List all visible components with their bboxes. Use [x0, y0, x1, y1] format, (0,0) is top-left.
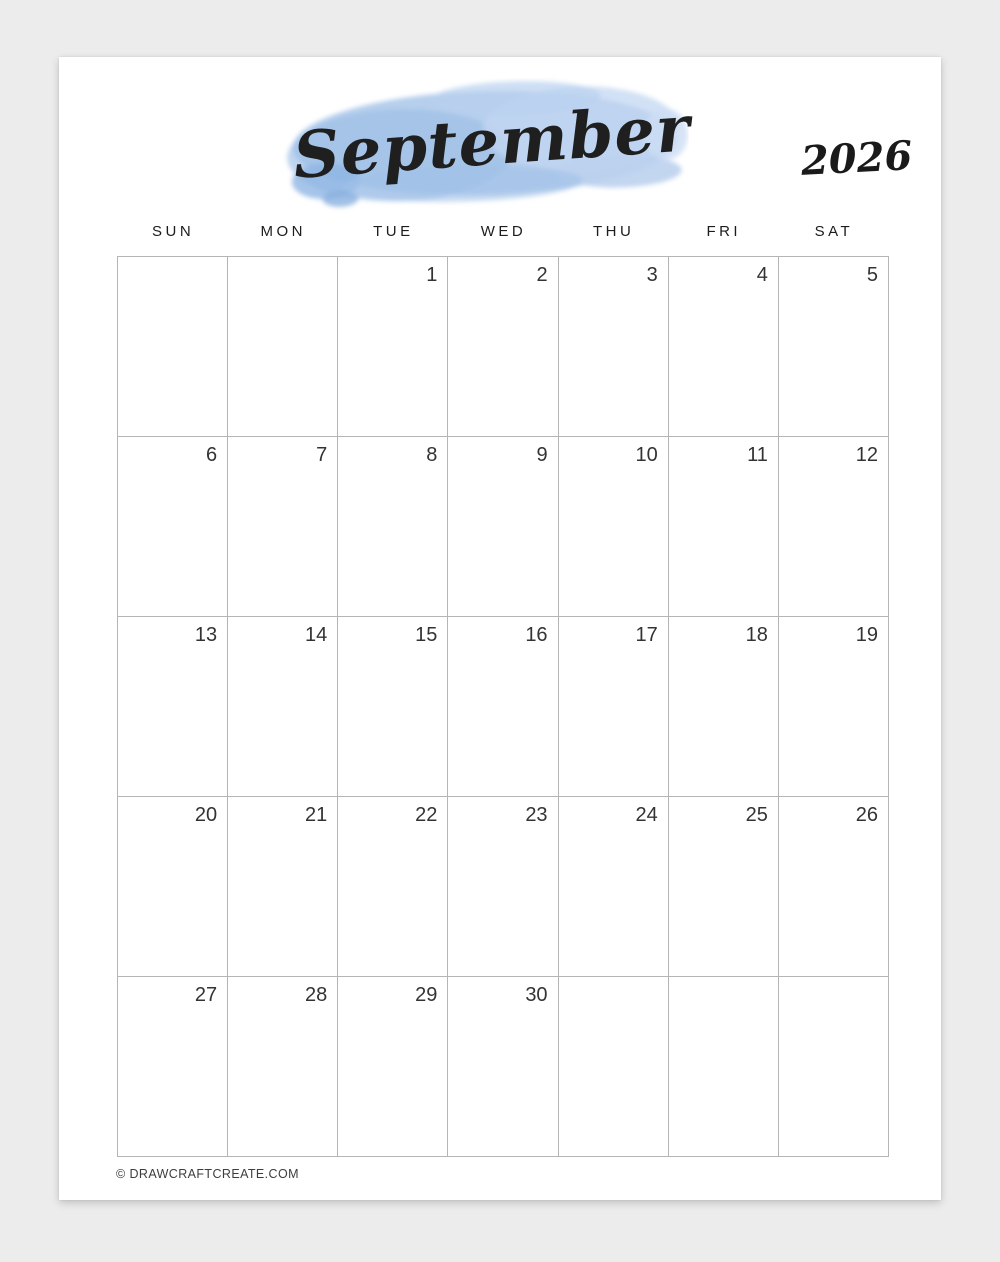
day-number: 15 — [415, 624, 438, 646]
day-cell — [669, 257, 779, 437]
day-cell — [448, 257, 558, 437]
year-label: 2026 — [799, 132, 914, 185]
day-number: 20 — [194, 804, 218, 826]
day-cell — [669, 617, 779, 797]
day-number: 13 — [194, 624, 218, 646]
weekday-header: SAT — [814, 223, 854, 240]
copyright-footer: © DRAWCRAFTCREATE.COM — [116, 1167, 299, 1181]
day-number: 16 — [525, 624, 548, 646]
day-number: 11 — [747, 444, 768, 466]
day-cell — [228, 257, 338, 437]
day-number: 22 — [415, 804, 438, 826]
day-cell — [559, 437, 669, 617]
day-cell — [559, 257, 669, 437]
calendar-page — [59, 57, 941, 1200]
day-number: 7 — [316, 444, 328, 466]
day-cell — [779, 617, 889, 797]
day-number: 5 — [866, 264, 878, 286]
day-number: 24 — [635, 804, 658, 826]
day-number: 23 — [525, 804, 548, 826]
weekday-header: FRI — [706, 223, 742, 240]
day-cell — [228, 977, 338, 1157]
weekday-header-row — [118, 221, 889, 243]
day-number: 2 — [536, 264, 548, 286]
day-cell — [338, 797, 448, 977]
day-cell — [448, 977, 558, 1157]
day-cell — [448, 797, 558, 977]
day-cell — [559, 977, 669, 1157]
day-cell — [228, 617, 338, 797]
day-number: 17 — [635, 624, 658, 646]
day-number: 26 — [855, 804, 878, 826]
day-number: 19 — [855, 624, 878, 646]
day-cell — [448, 437, 558, 617]
day-number: 1 — [426, 264, 438, 286]
day-number: 12 — [855, 444, 878, 466]
day-number: 4 — [756, 264, 768, 286]
day-cell — [228, 437, 338, 617]
day-number: 27 — [194, 984, 218, 1006]
weekday-header: THU — [592, 223, 635, 240]
day-cell — [338, 437, 448, 617]
weekday-header: WED — [480, 223, 527, 240]
day-number: 25 — [745, 804, 768, 826]
day-number: 10 — [635, 444, 658, 466]
day-number: 8 — [426, 444, 438, 466]
day-cell — [779, 257, 889, 437]
day-cell — [779, 977, 889, 1157]
day-cell — [118, 617, 228, 797]
day-number: 9 — [536, 444, 548, 466]
month-title: September — [290, 91, 694, 194]
calendar-grid — [117, 256, 889, 1157]
day-number: 18 — [745, 624, 768, 646]
day-number: 14 — [305, 624, 328, 646]
day-number: 28 — [305, 984, 328, 1006]
day-cell — [669, 437, 779, 617]
day-number: 6 — [206, 444, 218, 466]
day-number: 29 — [415, 984, 438, 1006]
day-cell — [228, 797, 338, 977]
day-cell — [669, 797, 779, 977]
day-cell — [559, 797, 669, 977]
weekday-header: SUN — [151, 223, 195, 240]
day-cell — [118, 977, 228, 1157]
day-cell — [779, 797, 889, 977]
day-cell — [338, 977, 448, 1157]
day-cell — [118, 797, 228, 977]
day-cell — [779, 437, 889, 617]
day-cell — [338, 617, 448, 797]
day-cell — [448, 617, 558, 797]
day-number: 30 — [525, 984, 548, 1006]
weekday-header: MON — [260, 223, 306, 240]
weekday-header: TUE — [373, 223, 414, 240]
day-cell — [118, 437, 228, 617]
day-number: 3 — [646, 264, 658, 286]
day-cell — [669, 977, 779, 1157]
day-number: 21 — [305, 804, 328, 826]
day-cell — [118, 257, 228, 437]
day-cell — [559, 617, 669, 797]
day-cell — [338, 257, 448, 437]
